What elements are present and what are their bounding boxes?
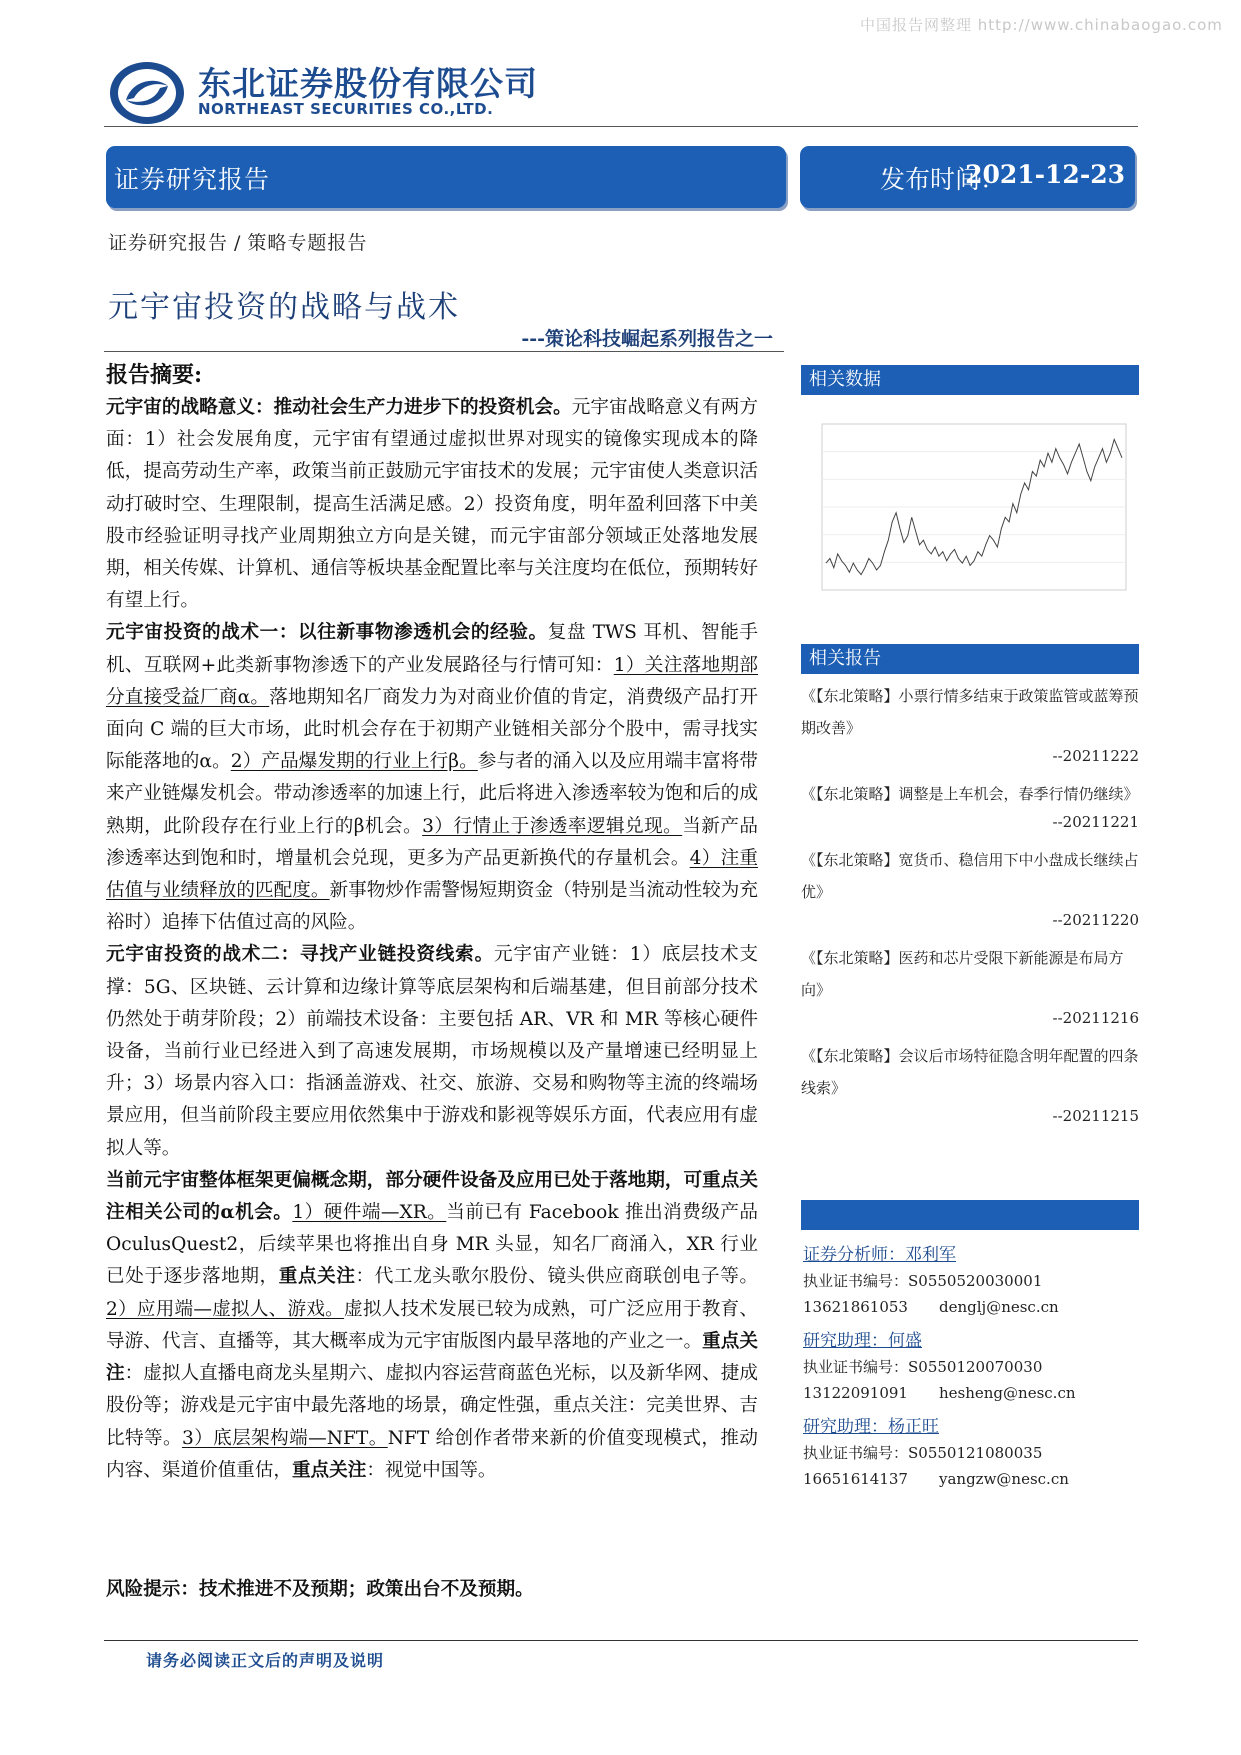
analyst-list (803, 1242, 1141, 1500)
paragraph-text: 当新产品渗透率达到饱和时，增量机会兑现，更多为产品更新换代的存量机会。 (106, 815, 758, 869)
report-title: 元宇宙投资的战略与战术 (108, 290, 460, 325)
report-item-date: --20211216 (1052, 1009, 1139, 1027)
report-subtitle: ---策论科技崛起系列报告之一 (521, 328, 773, 350)
underlined-point: 4）注重估值与业绩释放的匹配度。 (106, 847, 758, 902)
report-item-title[interactable]: 《【东北策略】宽货币、稳信用下中小盘成长继续占优》 (801, 851, 1139, 901)
breadcrumb-item: 策略专题报告 (247, 232, 368, 254)
cert-number: S0550121080035 (908, 1444, 1043, 1462)
report-type-label: 证券研究报告 (114, 165, 271, 194)
related-data-header: 相关数据 (801, 365, 1139, 395)
paragraph-lead: 元宇宙投资的战术一：以往新事物渗透机会的经验。 (106, 622, 548, 644)
paragraph-text: 落地期知名厂商发力为对商业价值的肯定，消费级产品打开面向 C 端的巨大市场，此时机会存在于初期产业链相关部分个股中，需寻找实际能落地的α。 (106, 686, 758, 773)
analyst-phone: 16651614137 (803, 1470, 908, 1488)
report-item[interactable] (801, 778, 1139, 834)
summary-paragraph (106, 617, 758, 939)
underlined-point: 2）产品爆发期的行业上行β。 (230, 751, 478, 773)
publish-date-banner (800, 146, 1135, 208)
analyst-phone: 13122091091 (803, 1384, 908, 1402)
analysts-header-bar (801, 1200, 1139, 1230)
bold-keyword: 重点关注 (291, 1459, 367, 1481)
title-divider (104, 351, 784, 352)
paragraph-text: 虚拟人技术发展已较为成熟，可广泛应用于教育、导游、代言、直播等，其大概率成为元宇宙版图内最早落地的产业之一。 (106, 1298, 758, 1352)
related-data-chart (808, 404, 1134, 600)
bold-keyword: 重点关注 (106, 1330, 758, 1385)
cert-label: 执业证书编号： (803, 1358, 909, 1376)
analyst-email[interactable]: hesheng@nesc.cn (939, 1384, 1076, 1402)
report-item-date: --20211215 (1052, 1107, 1139, 1125)
watermark: 中国报告网整理 http://www.chinabaogao.com (860, 16, 1223, 34)
paragraph-text: 当前已有 Facebook 推出消费级产品 OculusQuest2，后续苹果也将推出自身 MR 头显，知名厂商涌入，XR 行业已处于逐步落地期， (106, 1202, 758, 1288)
analyst-cert (803, 1354, 1141, 1380)
report-item-date: --20211221 (1052, 813, 1139, 831)
paragraph-lead: 元宇宙的战略意义：推动社会生产力进步下的投资机会。 (106, 397, 572, 418)
footer-divider (104, 1640, 1138, 1641)
analyst-name: 研究助理：何盛 (803, 1331, 922, 1351)
breadcrumb-item: 证券研究报告 (108, 232, 229, 254)
analyst-name: 研究助理：杨正旺 (803, 1417, 939, 1437)
header-divider (104, 126, 1138, 127)
summary-body (106, 392, 758, 1487)
report-item-title[interactable]: 《【东北策略】会议后市场特征隐含明年配置的四条线索》 (801, 1047, 1139, 1097)
company-name-cn: 东北证券股份有限公司 (198, 64, 538, 103)
report-item-title[interactable]: 《【东北策略】医药和芯片受限下新能源是布局方向》 (801, 949, 1124, 999)
cert-label: 执业证书编号： (803, 1272, 909, 1290)
publish-date-value: 2021-12-23 (965, 160, 1125, 189)
analyst-card (803, 1242, 1141, 1320)
analyst-cert (803, 1440, 1141, 1466)
analyst-phone: 13621861053 (803, 1298, 908, 1316)
related-reports-list (801, 680, 1139, 1138)
paragraph-text: 参与者的涌入以及应用端丰富将带来产业链爆发机会。带动渗透率的加速上行，此后将进入渗透率较为饱和后的成熟期，此阶段存在行业上行的β机会。 (106, 751, 758, 837)
analyst-cert (803, 1268, 1141, 1294)
risk-warning: 风险提示：技术推进不及预期；政策出台不及预期。 (106, 1579, 534, 1600)
underlined-point: 3）底层架构端—NFT。 (181, 1427, 388, 1449)
underlined-point: 2）应用端—虚拟人、游戏。 (106, 1298, 344, 1320)
analyst-contact (803, 1294, 1141, 1320)
related-reports-header: 相关报告 (801, 644, 1139, 674)
paragraph-text: ：虚拟人直播电商龙头星期六、虚拟内容运营商蓝色光标，以及新华网、捷成股份等；游戏是元宇宙中最先落地的场景，确定性强，重点关注：完美世界、吉比特等。 (106, 1363, 758, 1449)
cert-number: S0550520030001 (908, 1272, 1043, 1290)
report-item-date: --20211222 (1052, 747, 1139, 765)
bold-keyword: 重点关注 (278, 1266, 356, 1288)
paragraph-lead: 当前元宇宙整体框架更偏概念期，部分硬件设备及应用已处于落地期，可重点关注相关公司的α机会。 (106, 1169, 758, 1224)
breadcrumb (108, 228, 367, 255)
publish-date-label: 发布时间： (880, 165, 1006, 194)
paragraph-text: 元宇宙战略意义有两方面：1）社会发展角度，元宇宙有望通过虚拟世界对现实的镜像实现成本的降低，提高劳动生产率，政策当前正鼓励元宇宙技术的发展；元宇宙使人类意识活动打破时空、生理限制，提高生活满足感。2）投资角度，明年盈利回落下中美股市经验证明寻找产业周期独立方向是关键，而元宇宙部分领域正处落地发展期，相关传媒、计算机、通信等板块基金配置比率与关注度均在低位，预期转好有望上行。 (106, 397, 758, 612)
cert-number: S0550120070030 (908, 1358, 1043, 1376)
underlined-point: 3）行情止于渗透率逻辑兑现。 (422, 815, 683, 837)
cert-label: 执业证书编号： (803, 1444, 909, 1462)
analyst-email[interactable]: denglj@nesc.cn (939, 1298, 1059, 1316)
report-item[interactable] (801, 680, 1139, 768)
breadcrumb-separator: / (234, 232, 242, 254)
summary-paragraph (106, 1165, 758, 1487)
report-item[interactable] (801, 1040, 1139, 1128)
paragraph-text: NFT 给创作者带来新的价值变现模式，推动内容、渠道价值重估， (106, 1427, 758, 1481)
analyst-contact (803, 1466, 1141, 1492)
analyst-contact (803, 1380, 1141, 1406)
report-item-title[interactable]: 《【东北策略】小票行情多结束于政策监管或蓝筹预期改善》 (801, 687, 1139, 737)
summary-paragraph (106, 392, 758, 617)
summary-paragraph (106, 939, 758, 1164)
summary-heading: 报告摘要: (106, 362, 203, 388)
report-item-date: --20211220 (1052, 911, 1139, 929)
analyst-card (803, 1328, 1141, 1406)
paragraph-lead: 元宇宙投资的战术二：寻找产业链投资线索。 (106, 944, 494, 966)
paragraph-text: 复盘 TWS 耳机、智能手机、互联网+此类新事物渗透下的产业发展路径与行情可知： (106, 622, 758, 676)
analyst-card (803, 1414, 1141, 1492)
analyst-email[interactable]: yangzw@nesc.cn (939, 1470, 1069, 1488)
report-type-banner (106, 146, 786, 208)
company-name-en: NORTHEAST SECURITIES CO.,LTD. (198, 100, 494, 118)
paragraph-text: ：视觉中国等。 (366, 1459, 497, 1481)
paragraph-text: ：代工龙头歌尔股份、镜头供应商联创电子等。 (355, 1266, 758, 1288)
report-item[interactable] (801, 844, 1139, 932)
report-item[interactable] (801, 942, 1139, 1030)
report-item-title[interactable]: 《【东北策略】调整是上车机会，春季行情仍继续》 (801, 785, 1139, 803)
paragraph-text: 新事物炒作需警惕短期资金（特别是当流动性较为充裕时）追捧下估值过高的风险。 (106, 880, 758, 934)
footer-disclaimer[interactable]: 请务必阅读正文后的声明及说明 (146, 1651, 385, 1670)
company-logo-icon (108, 60, 186, 126)
paragraph-text: 元宇宙产业链：1）底层技术支撑：5G、区块链、云计算和边缘计算等底层架构和后端基建，但目前部分技术仍然处于萌芽阶段；2）前端技术设备：主要包括 AR、VR 和 MR 等核心硬件设备，当前行业已经进入到了高速发展期，市场规模以及产量增速已经明显上升；3）场景内容入口：指涵盖游戏、社交、旅游、交易和购物等主流的终端场景应用，但当前阶段主要应用依然集中于游戏和影视等娱乐方面，代表应用有虚拟人等。 (106, 944, 758, 1159)
analyst-name: 证券分析师：邓利军 (803, 1245, 956, 1265)
underlined-point: 1）硬件端—XR。 (292, 1202, 447, 1224)
underlined-point: 1）关注落地期部分直接受益厂商α。 (106, 654, 758, 708)
